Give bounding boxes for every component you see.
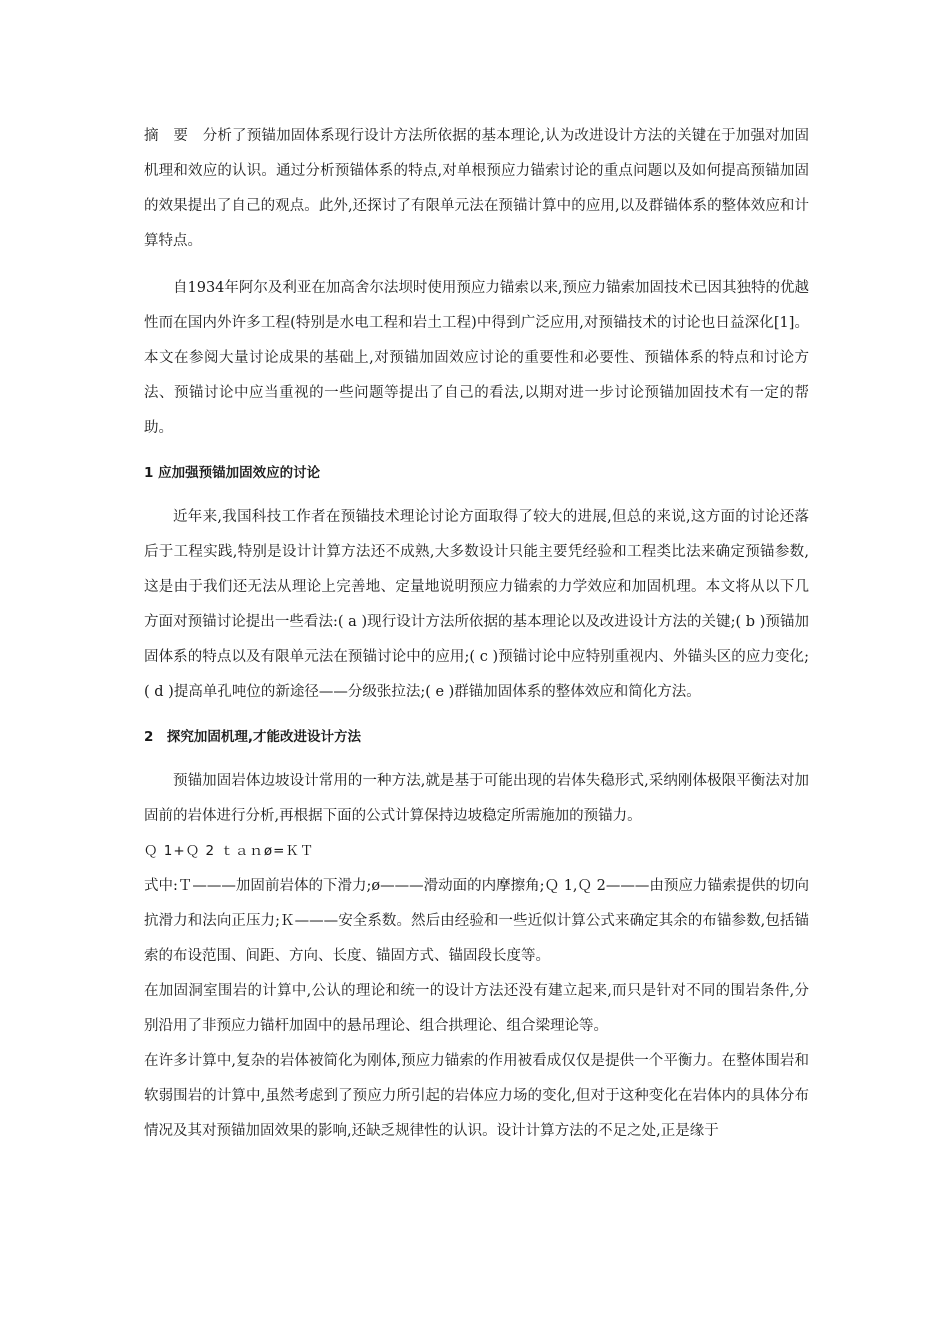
section-2-paragraph-1: 预锚加固岩体边坡设计常用的一种方法,就是基于可能出现的岩体失稳形式,采纳刚体极限平衡法对加固前的岩体进行分析,再根据下面的公式计算保持边坡稳定所需施加的预锚力。	[144, 773, 809, 824]
section-2-paragraph-3: 在加固洞室围岩的计算中,公认的理论和统一的设计方法还没有建立起来,而只是针对不同的围岩条件,分别沿用了非预应力锚杆加固中的悬吊理论、组合拱理论、组合梁理论等。	[144, 983, 809, 1034]
section-2-paragraph-2: 式中:Ｔ———加固前岩体的下滑力;ø———滑动面的内摩擦角;Ｑ 1,Ｑ 2———由预应力锚索提供的切向抗滑力和法向正压力;Ｋ———安全系数。然后由经验和一些近似计算公式来确定其余的布锚参数,包括锚索的布设范围、间距、方向、长度、锚固方式、锚固段长度等。	[144, 878, 809, 964]
intro-paragraph: 自1934年阿尔及利亚在加高舍尔法坝时使用预应力锚索以来,预应力锚索加固技术已因其独特的优越性而在国内外许多工程(特别是水电工程和岩土工程)中得到广泛应用,对预锚技术的讨论也日益深化[1]。本文在参阅大量讨论成果的基础上,对预锚加固效应讨论的重要性和必要性、预锚体系的特点和讨论方法、预锚讨论中应当重视的一些问题等提出了自己的看法,以期对进一步讨论预锚加固技术有一定的帮助。	[144, 280, 810, 436]
abstract-label: 摘 要	[144, 128, 203, 144]
section-1-heading: 1 应加强预锚加固效应的讨论	[144, 465, 321, 481]
abstract-text: 分析了预锚加固体系现行设计方法所依据的基本理论,认为改进设计方法的关键在于加强对加固机理和效应的认识。通过分析预锚体系的特点,对单根预应力锚索讨论的重点问题以及如何提高预锚加固的效果提出了自己的观点。此外,还探讨了有限单元法在预锚计算中的应用,以及群锚体系的整体效应和计算特点。	[144, 128, 809, 249]
formula: Ｑ 1+Ｑ 2 ｔａｎø=ＫＴ	[144, 843, 315, 859]
section-2-heading: 2 探究加固机理,才能改进设计方法	[144, 729, 362, 745]
abstract-paragraph	[144, 119, 809, 259]
section-2-paragraph-4: 在许多计算中,复杂的岩体被简化为刚体,预应力锚索的作用被看成仅仅是提供一个平衡力。在整体围岩和软弱围岩的计算中,虽然考虑到了预应力所引起的岩体应力场的变化,但对于这种变化在岩体内的具体分布情况及其对预锚加固效果的影响,还缺乏规律性的认识。设计计算方法的不足之处,正是缘于	[144, 1053, 809, 1139]
section-1-paragraph: 近年来,我国科技工作者在预锚技术理论讨论方面取得了较大的进展,但总的来说,这方面的讨论还落后于工程实践,特别是设计计算方法还不成熟,大多数设计只能主要凭经验和工程类比法来确定预锚参数,这是由于我们还无法从理论上完善地、定量地说明预应力锚索的力学效应和加固机理。本文将从以下几方面对预锚讨论提出一些看法:( a )现行设计方法所依据的基本理论以及改进设计方法的关键;( b )预锚加固体系的特点以及有限单元法在预锚讨论中的应用;( c )预锚讨论中应特别重视内、外锚头区的应力变化;( d )提高单孔吨位的新途径——分级张拉法;( e )群锚加固体系的整体效应和简化方法。	[144, 509, 809, 700]
document-body	[144, 119, 809, 1149]
